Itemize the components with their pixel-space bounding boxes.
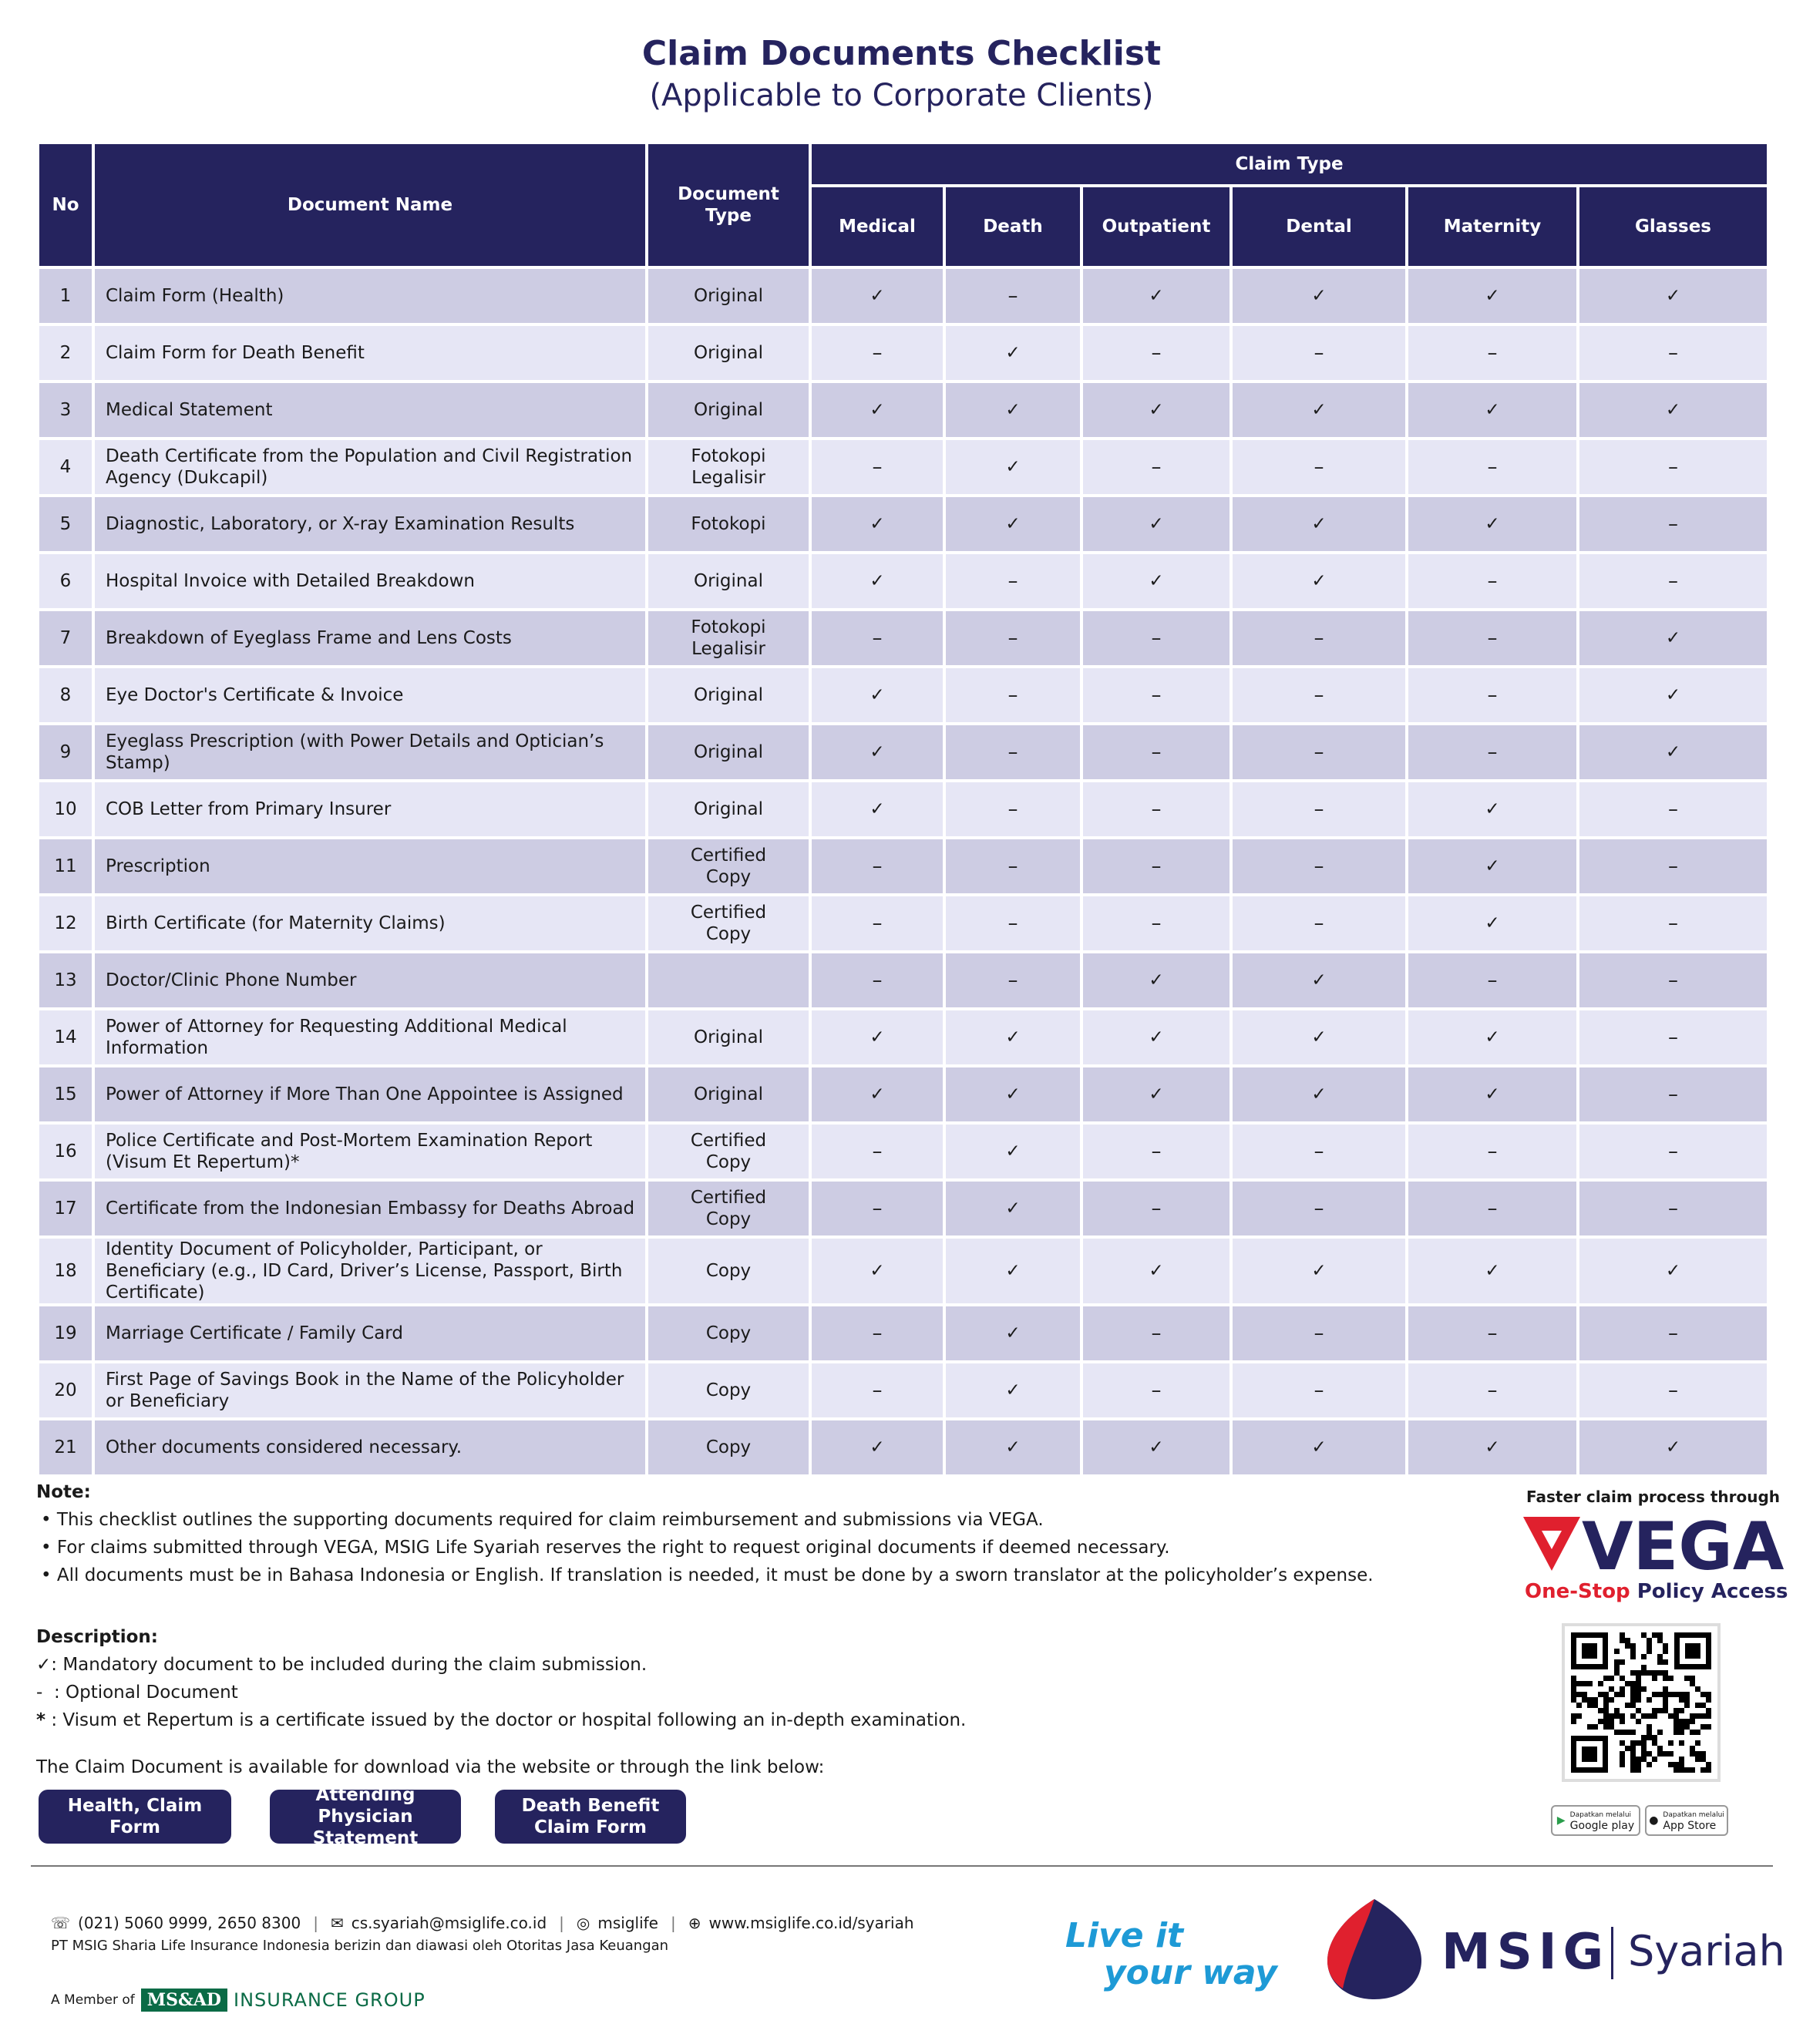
optional-dash-icon: – [810,610,944,667]
mandatory-check-icon: ✓ [1578,1419,1768,1476]
table-row [38,1237,1768,1305]
document-type: Original [647,667,810,724]
qr-code[interactable] [1562,1623,1721,1782]
table-row [38,667,1768,724]
document-type: Fotokopi Legalisir [647,439,810,496]
table-row [38,324,1768,382]
mandatory-check-icon: ✓ [1081,1009,1231,1066]
mandatory-check-icon: ✓ [1081,382,1231,439]
description-item: * : Visum et Repertum is a certificate issued by the doctor or hospital following an in-depth examination. [36,1710,967,1730]
header-claim-dental: Dental [1231,186,1407,267]
row-number: 18 [38,1237,93,1305]
mandatory-check-icon: ✓ [1407,781,1578,838]
document-type: Copy [647,1419,810,1476]
vega-tagline: Faster claim process through [1526,1488,1781,1506]
description-section [36,1623,1501,1734]
mandatory-check-icon: ✓ [944,1362,1081,1419]
mandatory-check-icon: ✓ [810,553,944,610]
optional-dash-icon: – [1081,610,1231,667]
vega-logo [1520,1508,1784,1585]
header-document-name: Document Name [93,143,647,267]
document-name: Birth Certificate (for Maternity Claims) [93,895,647,952]
optional-dash-icon: – [1578,895,1768,952]
insurance-group-text: INSURANCE GROUP [234,1989,426,2011]
optional-dash-icon: – [1231,610,1407,667]
document-type [647,952,810,1009]
document-type: Original [647,781,810,838]
optional-dash-icon: – [1231,439,1407,496]
optional-dash-icon: – [1081,838,1231,895]
row-number: 9 [38,724,93,781]
mandatory-check-icon: ✓ [1081,1066,1231,1123]
optional-dash-icon: – [1081,1305,1231,1362]
optional-dash-icon: – [1407,439,1578,496]
row-number: 4 [38,439,93,496]
header-no: No [38,143,93,267]
mandatory-check-icon: ✓ [810,781,944,838]
optional-dash-icon: – [810,1362,944,1419]
optional-dash-icon: – [810,838,944,895]
document-type: Original [647,724,810,781]
slogan: Live it your way [1065,1916,1277,1992]
mandatory-check-icon: ✓ [1578,267,1768,324]
document-name: Power of Attorney if More Than One Appointee is Assigned [93,1066,647,1123]
row-number: 7 [38,610,93,667]
vega-subtitle: One-Stop Policy Access [1525,1580,1788,1603]
table-row [38,382,1768,439]
document-type: Copy [647,1305,810,1362]
mandatory-check-icon: ✓ [1407,1237,1578,1305]
document-type: Certified Copy [647,1123,810,1180]
mandatory-check-icon: ✓ [944,1305,1081,1362]
document-type: Fotokopi Legalisir [647,610,810,667]
mandatory-check-icon: ✓ [1407,895,1578,952]
row-number: 10 [38,781,93,838]
optional-dash-icon: – [1231,324,1407,382]
mandatory-check-icon: ✓ [1407,382,1578,439]
row-number: 11 [38,838,93,895]
row-number: 21 [38,1419,93,1476]
document-name: Claim Form for Death Benefit [93,324,647,382]
description-heading: Description: [36,1627,158,1647]
header-claim-type: Claim Type [810,143,1768,186]
description-item: - : Optional Document [36,1683,238,1703]
optional-dash-icon: – [1231,1123,1407,1180]
checklist-table [36,141,1770,1478]
table-row [38,439,1768,496]
title-line-1: Claim Documents Checklist [641,34,1162,73]
mandatory-check-icon: ✓ [1081,553,1231,610]
msad-logo: MS&AD [141,1989,227,2012]
optional-dash-icon: – [1578,1123,1768,1180]
row-number: 2 [38,324,93,382]
document-name: Doctor/Clinic Phone Number [93,952,647,1009]
row-number: 5 [38,496,93,553]
optional-dash-icon: – [1407,1123,1578,1180]
table-row [38,1066,1768,1123]
mandatory-check-icon: ✓ [1578,724,1768,781]
mandatory-check-icon: ✓ [1407,1066,1578,1123]
optional-dash-icon: – [1231,1305,1407,1362]
optional-dash-icon: – [1081,324,1231,382]
document-type: Original [647,1066,810,1123]
table-row [38,1180,1768,1237]
mandatory-check-icon: ✓ [1231,1419,1407,1476]
optional-dash-icon: – [1578,838,1768,895]
optional-dash-icon: – [1407,553,1578,610]
page-title [0,32,1803,116]
mandatory-check-icon: ✓ [944,439,1081,496]
row-number: 3 [38,382,93,439]
optional-dash-icon: – [1578,553,1768,610]
row-number: 15 [38,1066,93,1123]
mandatory-check-icon: ✓ [1578,382,1768,439]
table-row [38,610,1768,667]
optional-dash-icon: – [1407,1305,1578,1362]
optional-dash-icon: – [810,1123,944,1180]
mandatory-check-icon: ✓ [944,1123,1081,1180]
row-number: 14 [38,1009,93,1066]
optional-dash-icon: – [1231,781,1407,838]
header-document-type: Document Type [647,143,810,267]
member-of: A Member of MS&AD INSURANCE GROUP [51,1989,426,2011]
header-claim-glasses: Glasses [1578,186,1768,267]
document-type: Certified Copy [647,895,810,952]
vega-logo-text: VEGA [1582,1508,1784,1585]
optional-dash-icon: – [1081,439,1231,496]
optional-dash-icon: – [1081,724,1231,781]
row-number: 13 [38,952,93,1009]
footer-divider [31,1865,1773,1867]
download-text: The Claim Document is available for download via the website or through the link below: [36,1757,825,1777]
optional-dash-icon: – [1578,1362,1768,1419]
optional-dash-icon: – [1231,1180,1407,1237]
mandatory-check-icon: ✓ [1081,952,1231,1009]
document-name: Identity Document of Policyholder, Participant, or Beneficiary (e.g., ID Card, Driver’s License, Passport, Birth Certificate) [93,1237,647,1305]
optional-dash-icon: – [1081,1362,1231,1419]
optional-dash-icon: – [810,895,944,952]
mandatory-check-icon: ✓ [944,1180,1081,1237]
row-number: 6 [38,553,93,610]
mandatory-check-icon: ✓ [1231,267,1407,324]
row-number: 12 [38,895,93,952]
optional-dash-icon: – [1231,667,1407,724]
email-icon: ✉ [330,1914,344,1932]
document-name: Medical Statement [93,382,647,439]
document-name: Certificate from the Indonesian Embassy for Deaths Abroad [93,1180,647,1237]
optional-dash-icon: – [1578,1180,1768,1237]
optional-dash-icon: – [1081,1180,1231,1237]
mandatory-check-icon: ✓ [1578,667,1768,724]
optional-dash-icon: – [1407,610,1578,667]
optional-dash-icon: – [1578,324,1768,382]
table-row [38,838,1768,895]
row-number: 20 [38,1362,93,1419]
mandatory-check-icon: ✓ [810,1419,944,1476]
social-handle[interactable]: msiglife [597,1914,658,1932]
title-line-2: (Applicable to Corporate Clients) [649,78,1154,113]
mandatory-check-icon: ✓ [810,382,944,439]
table-row [38,496,1768,553]
row-number: 17 [38,1180,93,1237]
mandatory-check-icon: ✓ [1407,496,1578,553]
msig-logo-icon [1326,1896,1423,2001]
document-name: Claim Form (Health) [93,267,647,324]
optional-dash-icon: – [1231,724,1407,781]
document-name: Eye Doctor's Certificate & Invoice [93,667,647,724]
google-play-badge[interactable]: ▶ Dapatkan melalui Google play [1551,1805,1640,1836]
table-row [38,267,1768,324]
mandatory-check-icon: ✓ [1578,610,1768,667]
email-link[interactable]: cs.syariah@msiglife.co.id [351,1914,547,1932]
document-type: Fotokopi [647,496,810,553]
mandatory-check-icon: ✓ [944,496,1081,553]
document-name: Death Certificate from the Population and Civil Registration Agency (Dukcapil) [93,439,647,496]
notes-heading: Note: [36,1482,91,1502]
brand-divider [1611,1927,1613,1979]
mandatory-check-icon: ✓ [944,1009,1081,1066]
document-name: Diagnostic, Laboratory, or X-ray Examination Results [93,496,647,553]
document-type: Certified Copy [647,838,810,895]
optional-dash-icon: – [1081,781,1231,838]
table-row [38,1419,1768,1476]
app-store-badge[interactable]: ● Dapatkan melalui App Store [1645,1805,1728,1836]
mandatory-check-icon: ✓ [1231,1009,1407,1066]
document-name: Breakdown of Eyeglass Frame and Lens Costs [93,610,647,667]
optional-dash-icon: – [1231,895,1407,952]
mandatory-check-icon: ✓ [1081,496,1231,553]
legal-text: PT MSIG Sharia Life Insurance Indonesia berizin dan diawasi oleh Otoritas Jasa Keuangan [51,1938,669,1954]
mandatory-check-icon: ✓ [810,1066,944,1123]
mandatory-check-icon: ✓ [1231,553,1407,610]
optional-dash-icon: – [944,610,1081,667]
document-name: Hospital Invoice with Detailed Breakdown [93,553,647,610]
optional-dash-icon: – [810,1305,944,1362]
document-name: Power of Attorney for Requesting Additional Medical Information [93,1009,647,1066]
optional-dash-icon: – [1578,1009,1768,1066]
optional-dash-icon: – [1578,1066,1768,1123]
mandatory-check-icon: ✓ [1081,267,1231,324]
document-name: COB Letter from Primary Insurer [93,781,647,838]
table-row [38,1362,1768,1419]
document-type: Original [647,553,810,610]
mandatory-check-icon: ✓ [1231,382,1407,439]
health-claim-form-button[interactable]: Health, Claim Form [39,1790,231,1844]
optional-dash-icon: – [944,267,1081,324]
document-type: Original [647,1009,810,1066]
death-benefit-claim-form-button[interactable]: Death Benefit Claim Form [495,1790,686,1844]
row-number: 16 [38,1123,93,1180]
optional-dash-icon: – [1407,952,1578,1009]
msig-wordmark: MSIG [1441,1924,1610,1981]
table-row [38,781,1768,838]
mandatory-check-icon: ✓ [1231,1237,1407,1305]
optional-dash-icon: – [944,895,1081,952]
optional-dash-icon: – [1407,724,1578,781]
table-row [38,1123,1768,1180]
row-number: 8 [38,667,93,724]
optional-dash-icon: – [944,553,1081,610]
header-claim-medical: Medical [810,186,944,267]
optional-dash-icon: – [1578,439,1768,496]
optional-dash-icon: – [1231,838,1407,895]
document-name: Eyeglass Prescription (with Power Details and Optician’s Stamp) [93,724,647,781]
syariah-wordmark: Syariah [1628,1927,1785,1975]
optional-dash-icon: – [944,838,1081,895]
mandatory-check-icon: ✓ [944,382,1081,439]
contact-bar: ☏ (021) 5060 9999, 2650 8300 | ✉ cs.syariah@msiglife.co.id | ◎ msiglife | ⊕ www.msiglife.co.id/syariah [51,1911,914,1935]
notes-section [36,1478,1501,1589]
mandatory-check-icon: ✓ [1407,267,1578,324]
optional-dash-icon: – [1578,1305,1768,1362]
optional-dash-icon: – [1407,1362,1578,1419]
optional-dash-icon: – [1407,667,1578,724]
optional-dash-icon: – [944,667,1081,724]
optional-dash-icon: – [1578,952,1768,1009]
header-claim-outpatient: Outpatient [1081,186,1231,267]
optional-dash-icon: – [810,324,944,382]
note-item: • All documents must be in Bahasa Indonesia or English. If translation is needed, it must be done by a sworn translator at the policyholder’s expense. [41,1565,1374,1585]
document-name: Police Certificate and Post-Mortem Examination Report (Visum Et Repertum)* [93,1123,647,1180]
optional-dash-icon: – [944,724,1081,781]
mandatory-check-icon: ✓ [944,1237,1081,1305]
mandatory-check-icon: ✓ [1407,838,1578,895]
mandatory-check-icon: ✓ [944,324,1081,382]
optional-dash-icon: – [944,781,1081,838]
mandatory-check-icon: ✓ [810,267,944,324]
qr-code-pattern [1565,1626,1717,1779]
document-type: Copy [647,1362,810,1419]
mandatory-check-icon: ✓ [810,1009,944,1066]
header-claim-death: Death [944,186,1081,267]
optional-dash-icon: – [1081,667,1231,724]
social-icon: ◎ [576,1914,590,1932]
optional-dash-icon: – [1578,496,1768,553]
google-play-icon: ▶ [1556,1814,1566,1827]
phone-icon: ☏ [51,1914,71,1932]
document-name: Other documents considered necessary. [93,1419,647,1476]
document-type: Copy [647,1237,810,1305]
mandatory-check-icon: ✓ [944,1419,1081,1476]
optional-dash-icon: – [944,952,1081,1009]
table-row [38,724,1768,781]
optional-dash-icon: – [810,952,944,1009]
header-claim-maternity: Maternity [1407,186,1578,267]
document-name: Prescription [93,838,647,895]
optional-dash-icon: – [1081,895,1231,952]
globe-icon: ⊕ [688,1914,701,1932]
mandatory-check-icon: ✓ [1081,1419,1231,1476]
optional-dash-icon: – [810,1180,944,1237]
mandatory-check-icon: ✓ [810,496,944,553]
mandatory-check-icon: ✓ [1407,1009,1578,1066]
document-type: Original [647,324,810,382]
optional-dash-icon: – [1407,324,1578,382]
document-type: Certified Copy [647,1180,810,1237]
optional-dash-icon: – [1081,1123,1231,1180]
note-item: • For claims submitted through VEGA, MSIG Life Syariah reserves the right to request original documents if deemed necessary. [41,1538,1170,1558]
document-type: Original [647,382,810,439]
apple-icon: ● [1649,1814,1659,1827]
optional-dash-icon: – [1231,1362,1407,1419]
mandatory-check-icon: ✓ [810,1237,944,1305]
table-row [38,553,1768,610]
mandatory-check-icon: ✓ [944,1066,1081,1123]
table-row [38,1305,1768,1362]
description-item: ✓: Mandatory document to be included during the claim submission. [36,1655,648,1675]
mandatory-check-icon: ✓ [1081,1237,1231,1305]
phone-number[interactable]: (021) 5060 9999, 2650 8300 [78,1914,301,1932]
mandatory-check-icon: ✓ [810,667,944,724]
row-number: 1 [38,267,93,324]
mandatory-check-icon: ✓ [1231,952,1407,1009]
table-row [38,952,1768,1009]
mandatory-check-icon: ✓ [1578,1237,1768,1305]
mandatory-check-icon: ✓ [810,724,944,781]
document-name: Marriage Certificate / Family Card [93,1305,647,1362]
website-link[interactable]: www.msiglife.co.id/syariah [708,1914,914,1932]
row-number: 19 [38,1305,93,1362]
optional-dash-icon: – [1407,1180,1578,1237]
optional-dash-icon: – [1578,781,1768,838]
document-name: First Page of Savings Book in the Name of the Policyholder or Beneficiary [93,1362,647,1419]
note-item: • This checklist outlines the supporting documents required for claim reimbursement and submissions via VEGA. [41,1510,1044,1530]
mandatory-check-icon: ✓ [1231,496,1407,553]
optional-dash-icon: – [810,439,944,496]
document-type: Original [647,267,810,324]
table-row [38,1009,1768,1066]
table-row [38,895,1768,952]
mandatory-check-icon: ✓ [1407,1419,1578,1476]
attending-physician-statement-button[interactable]: Attending Physician Statement [270,1790,461,1844]
mandatory-check-icon: ✓ [1231,1066,1407,1123]
